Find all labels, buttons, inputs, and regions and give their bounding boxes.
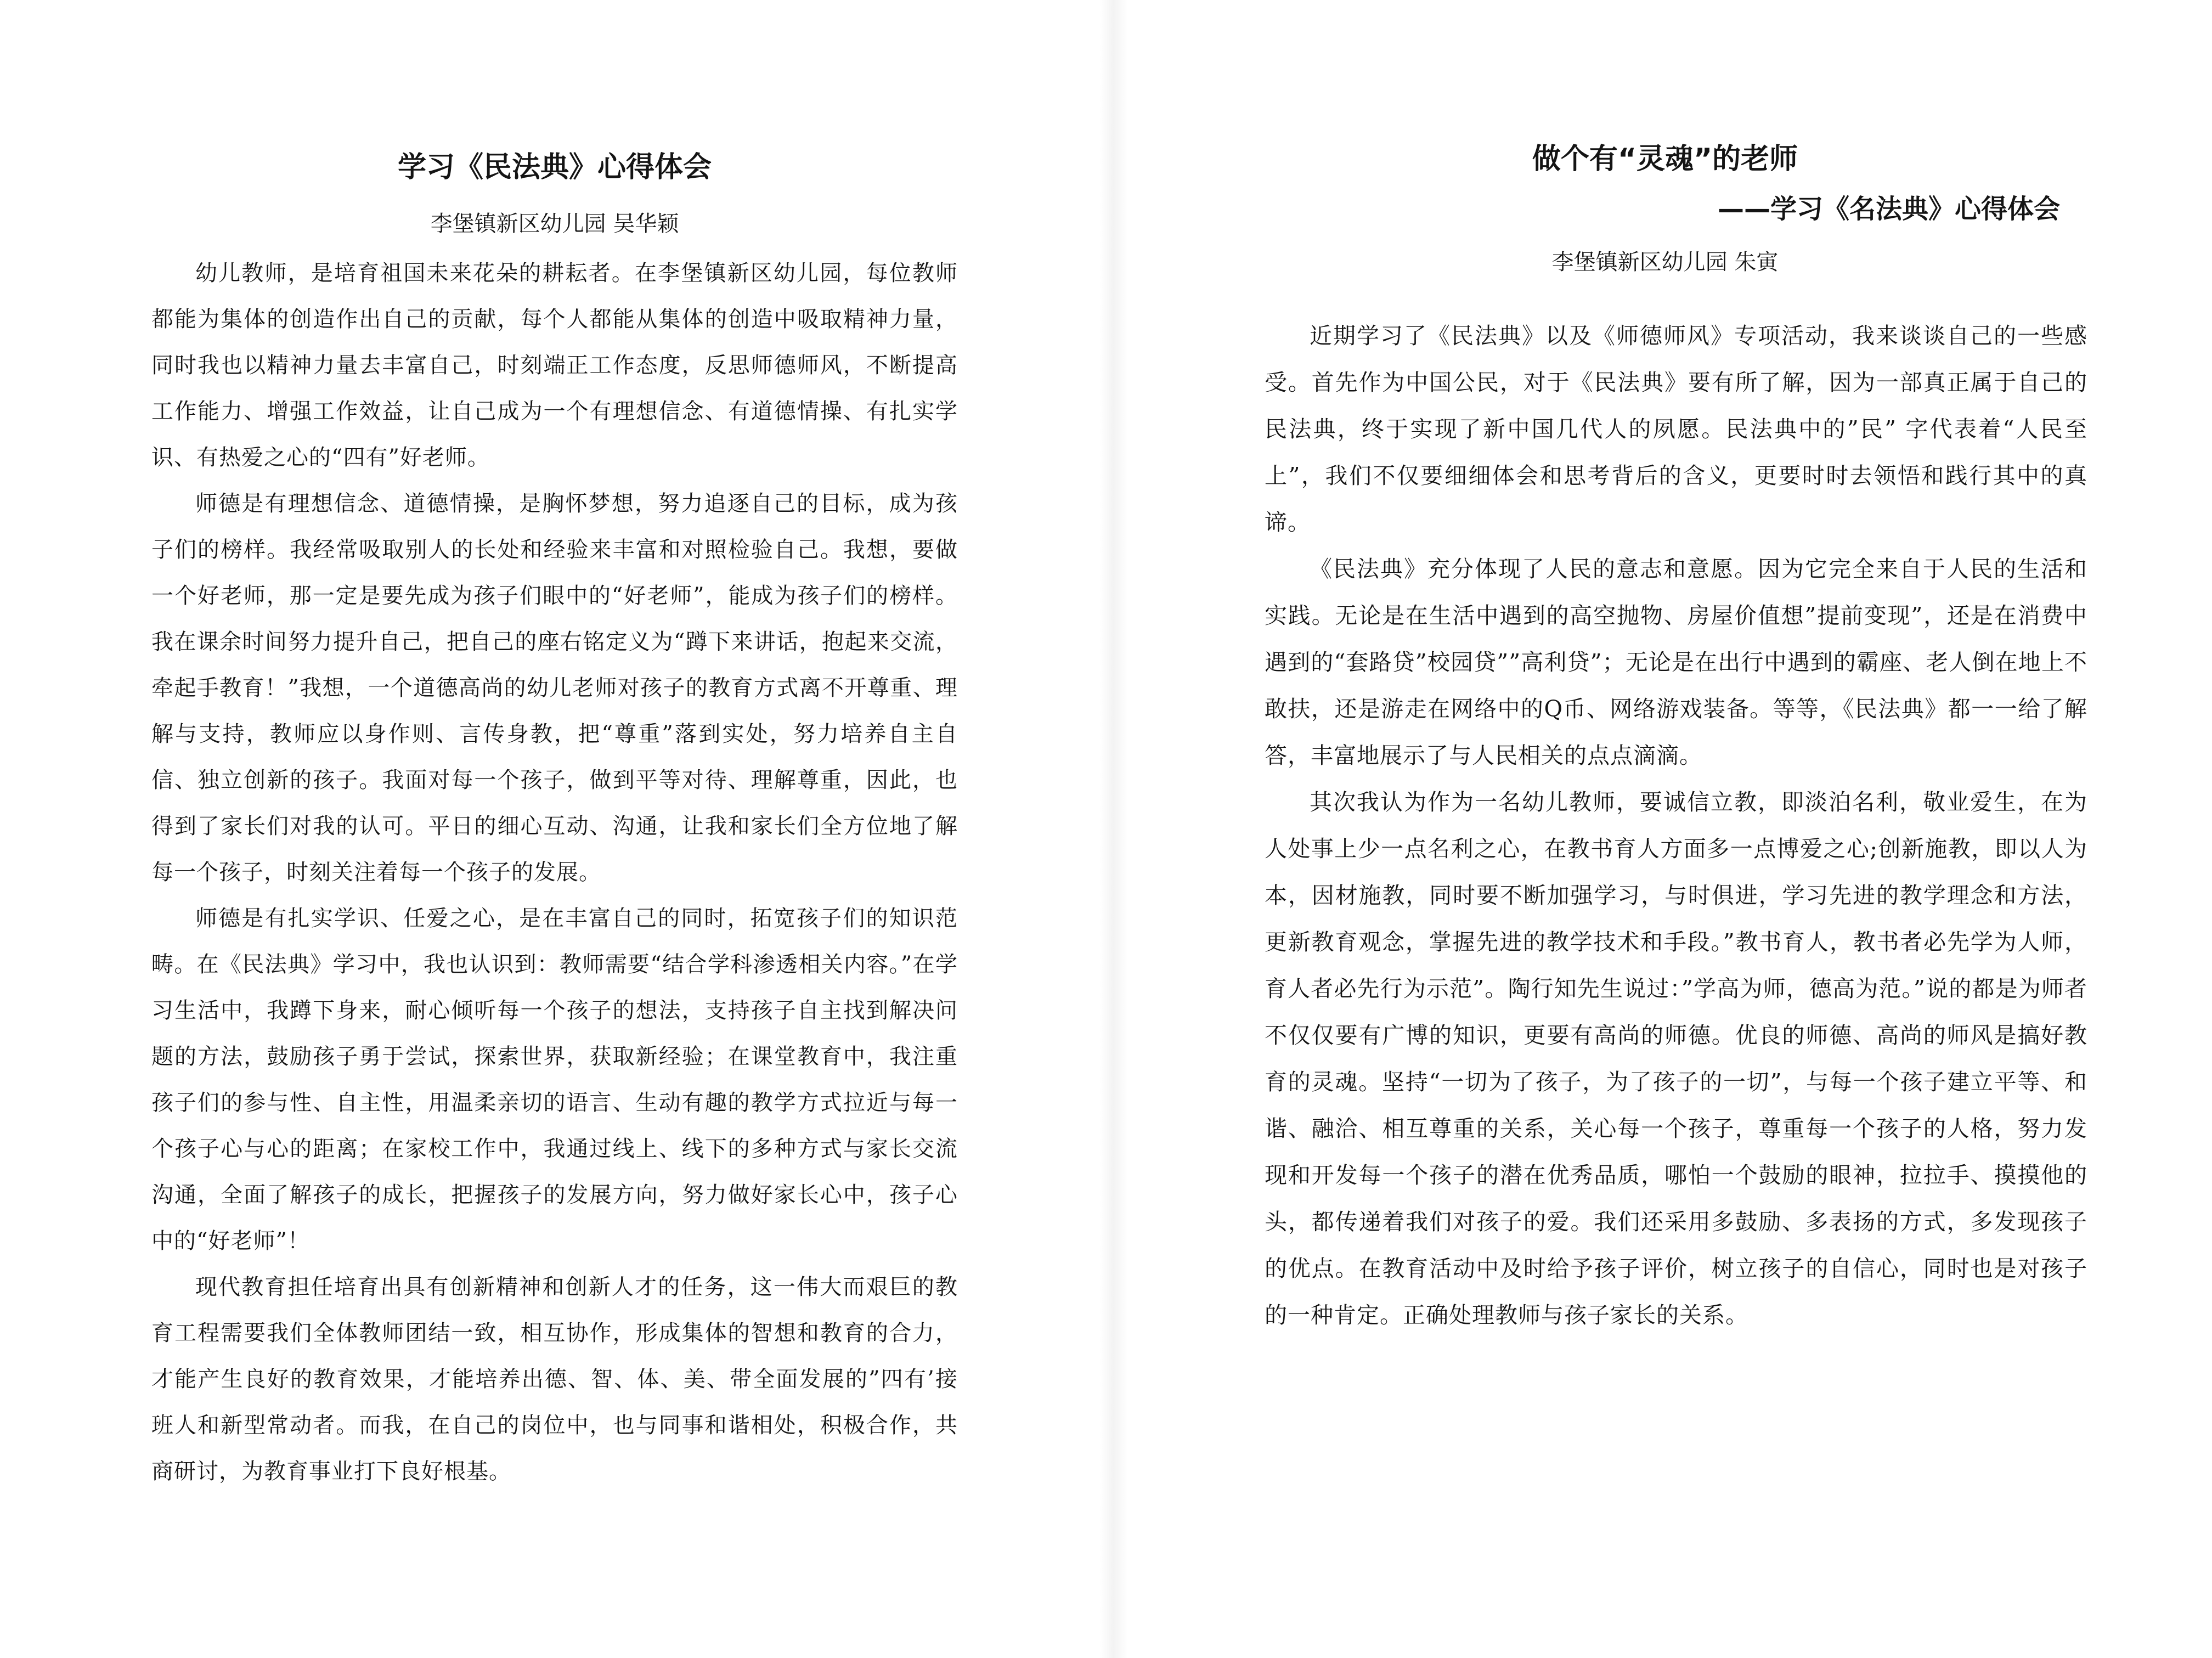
- left-paragraph-4: 现代教育担任培育出具有创新精神和创新人才的任务，这一伟大而艰巨的教育工程需要我们全体教师团结一致，相互协作，形成集体的智想和教育的合力，才能产生良好的教育效果，才能培养出德、智、体、美、带全面发展的”四有’接班人和新型常动者。而我，在自己的岗位中，也与同事和谐相处，积极合作，共商研讨，为教育事业打下良好根基。: [151, 1274, 958, 1484]
- right-page-title: 做个有“灵魂”的老师: [1532, 143, 1798, 176]
- right-paragraph-1: 近期学习了《民法典》以及《师德师风》专项活动，我来谈谈自己的一些感受。首先作为中国公民，对于《民法典》要有所了解，因为一部真正属于自己的民法典，终于实现了新中国几代人的夙愿。民法典中的”民” 字代表着“人民至上”，我们不仅要细细体会和思考背后的含义，更要时时去领悟和践行其中的真谛。: [1265, 323, 2087, 535]
- right-paragraph-3: 其次我认为作为一名幼儿教师，要诚信立教，即淡泊名利，敬业爱生，在为人处事上少一点名利之心，在教书育人方面多一点博爱之心;创新施教，即以人为本，因材施教，同时要不断加强学习，与时俱进，学习先进的教学理念和方法，更新教育观念，掌握先进的教学技术和手段。”教书育人，教书者必先学为人师，育人者必先行为示范”。陶行知先生说过：”学高为师，德高为范。”说的都是为师者不仅仅要有广博的知识，更要有高尚的师德。优良的师德、高尚的师风是搞好教育的灵魂。坚持“一切为了孩子，为了孩子的一切”，与每一个孩子建立平等、和谐、融洽、相互尊重的关系，关心每一个孩子，尊重每一个孩子的人格，努力发现和开发每一个孩子的潜在优秀品质，哪怕一个鼓励的眼神，拉拉手、摸摸他的头，都传递着我们对孩子的爱。我们还采用多鼓励、多表扬的方式，多发现孩子的优点。在教育活动中及时给予孩子评价，树立孩子的自信心，同时也是对孩子的一种肯定。正确处理教师与孩子家长的关系。: [1265, 789, 2087, 1328]
- left-page: [151, 0, 958, 1658]
- right-page: [1265, 0, 2087, 1658]
- page-gutter: [1100, 0, 1127, 1658]
- left-paragraph-2: 师德是有理想信念、道德情操，是胸怀梦想，努力追逐自己的目标，成为孩子们的榜样。我经常吸取别人的长处和经验来丰富和对照检验自己。我想，要做一个好老师，那一定是要先成为孩子们眼中的“好老师”，能成为孩子们的榜样。我在课余时间努力提升自己，把自己的座右铭定义为“蹲下来讲话，抱起来交流，牵起手教育！”我想，一个道德高尚的幼儿老师对孩子的教育方式离不开尊重、理解与支持，教师应以身作则、言传身教，把“尊重”落到实处，努力培养自主自信、独立创新的孩子。我面对每一个孩子，做到平等对待、理解尊重，因此，也得到了家长们对我的认可。平日的细心互动、沟通，让我和家长们全方位地了解每一个孩子，时刻关注着每一个孩子的发展。: [151, 491, 958, 885]
- left-page-byline: 李堡镇新区幼儿园 吴华颖: [430, 211, 679, 236]
- left-paragraph-3: 师德是有扎实学识、任爱之心，是在丰富自己的同时，拓宽孩子们的知识范畴。在《民法典》学习中，我也认识到：教师需要“结合学科渗透相关内容。”在学习生活中，我蹲下身来，耐心倾听每一个孩子的想法，支持孩子自主找到解决问题的方法，鼓励孩子勇于尝试，探索世界，获取新经验；在课堂教育中，我注重孩子们的参与性、自主性，用温柔亲切的语言、生动有趣的教学方式拉近与每一个孩子心与心的距离；在家校工作中，我通过线上、线下的多种方式与家长交流沟通，全面了解孩子的成长，把握孩子的发展方向，努力做好家长心中，孩子心中的“好老师”！: [151, 906, 958, 1254]
- left-paragraph-1: 幼儿教师，是培育祖国未来花朵的耕耘者。在李堡镇新区幼儿园，每位教师都能为集体的创造作出自己的贡献，每个人都能从集体的创造中吸取精神力量，同时我也以精神力量去丰富自己，时刻端正工作态度，反思师德师风，不断提高工作能力、增强工作效益，让自己成为一个有理想信念、有道德情操、有扎实学识、有热爱之心的“四有”好老师。: [151, 261, 958, 470]
- left-page-body: [151, 250, 958, 1495]
- left-page-title: 学习《民法典》心得体会: [397, 151, 712, 184]
- right-page-byline: 李堡镇新区幼儿园 朱寅: [1551, 250, 1779, 275]
- right-page-subtitle: ——学习《名法典》心得体会: [1717, 194, 2060, 224]
- right-page-body: [1265, 313, 2087, 1339]
- right-paragraph-2: 《民法典》充分体现了人民的意志和意愿。因为它完全来自于人民的生活和实践。无论是在生活中遇到的高空抛物、房屋价值想”提前变现”，还是在消费中遇到的“套路贷”校园贷””高利贷”；无论是在出行中遇到的霸座、老人倒在地上不敢扶，还是游走在网络中的Q币、网络游戏装备。等等，《民法典》都一一给了解答，丰富地展示了与人民相关的点点滴滴。: [1265, 556, 2087, 769]
